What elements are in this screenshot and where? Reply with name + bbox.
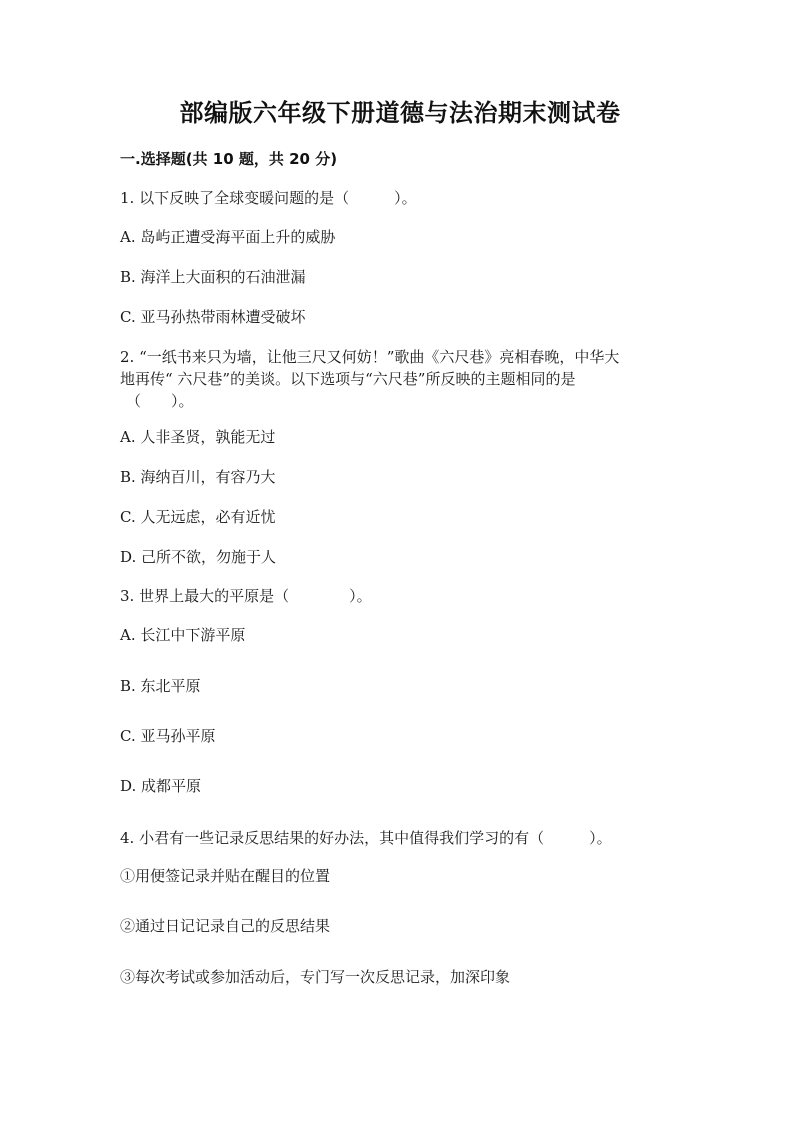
question-4-item-2: ②通过日记记录自己的反思结果 xyxy=(120,917,331,935)
question-3-option-d: D. 成都平原 xyxy=(120,777,202,795)
question-4-stem: 4. 小君有一些记录反思结果的好办法，其中值得我们学习的有（ ）。 xyxy=(120,829,612,847)
question-2-stem-line: 2. “一纸书来只为墙，让他三尺又何妨！”歌曲《六尺巷》亮相春晚，中华大 xyxy=(120,348,620,366)
section-heading: 一.选择题(共 10 题，共 20 分) xyxy=(120,150,338,168)
question-1-option-c: C. 亚马孙热带雨林遭受破坏 xyxy=(120,308,306,326)
question-3-stem: 3. 世界上最大的平原是（ ）。 xyxy=(120,587,372,605)
question-2-option-d: D. 己所不欲，勿施于人 xyxy=(120,548,277,566)
question-2-stem xyxy=(120,346,685,412)
question-2-option-b: B. 海纳百川，有容乃大 xyxy=(120,468,276,486)
question-2-option-a: A. 人非圣贤，孰能无过 xyxy=(120,428,276,446)
question-4-item-3: ③每次考试或参加活动后，专门写一次反思记录，加深印象 xyxy=(120,968,511,986)
question-3-option-b: B. 东北平原 xyxy=(120,677,201,695)
question-3-option-c: C. 亚马孙平原 xyxy=(120,727,216,745)
question-1-option-a: A. 岛屿正遭受海平面上升的威胁 xyxy=(120,228,336,246)
question-2-stem-line: 地再传“ 六尺巷”的美谈。以下选项与“六尺巷”所反映的主题相同的是 xyxy=(120,370,576,388)
question-3-option-a: A. 长江中下游平原 xyxy=(120,626,246,644)
question-2-stem-line: （ ）。 xyxy=(126,392,194,410)
question-2-option-c: C. 人无远虑，必有近忧 xyxy=(120,508,276,526)
question-1-option-b: B. 海洋上大面积的石油泄漏 xyxy=(120,268,306,286)
question-4-item-1: ①用便签记录并贴在醒目的位置 xyxy=(120,867,331,885)
question-1-stem: 1. 以下反映了全球变暖问题的是（ ）。 xyxy=(120,189,417,207)
page-title: 部编版六年级下册道德与法治期末测试卷 xyxy=(179,99,621,127)
